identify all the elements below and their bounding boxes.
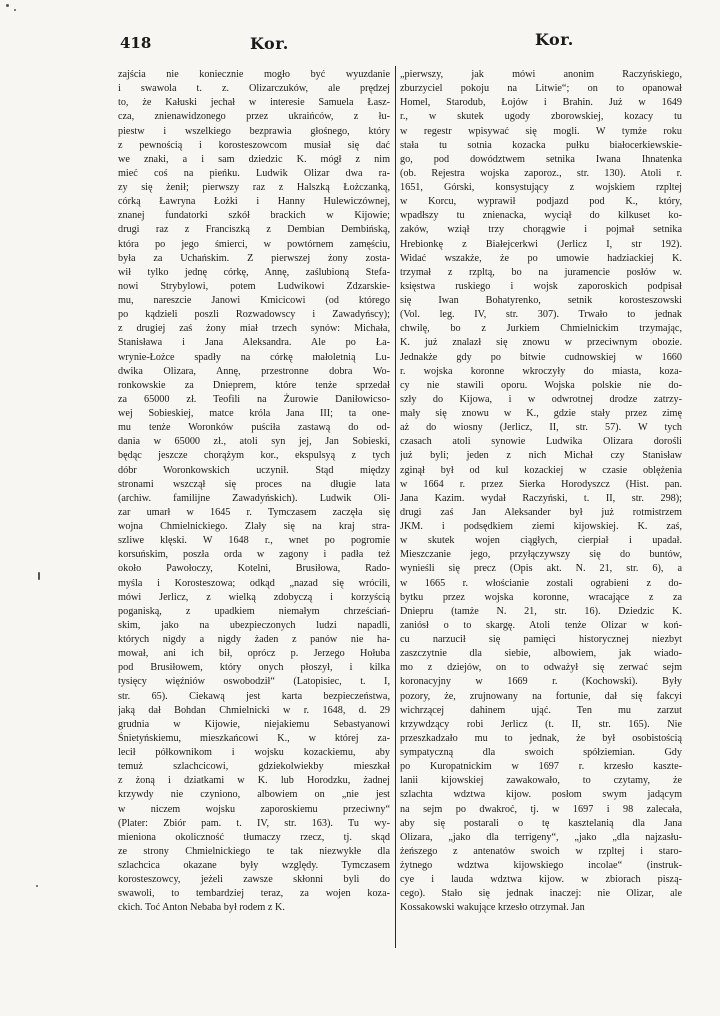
text-line: cu narzucił się pamięci historycznej niezbyt [400, 634, 682, 645]
text-line: stronami wszczął się proces na długie lata [118, 478, 390, 490]
text-line: ronkowskie za Dnieprem, które tenże sprzedał [118, 379, 390, 391]
text-line: za 65000 zł. Teofili na Żurowie Daniłowicso- [118, 393, 390, 405]
text-line: krzywdy nie czyniono, albowiem on „nie jest [118, 789, 390, 801]
text-line: żeńszego z antenatów swoich w rzpltej i staro- [400, 845, 682, 857]
text-line: szlachcica okazane były względy. Tymczasem [118, 860, 390, 871]
ink-speck [36, 885, 38, 887]
text-line: lanii kijowskiej zawakowało, to czytamy, że [400, 775, 682, 787]
text-line: była za Uchańskim. Z pierwszej żony zosta- [118, 252, 390, 264]
text-line: dóbr Woronkowskich uczynił. Stąd między [118, 464, 390, 476]
text-line: z żoną i dziatkami w K. lub Horodzku, żadnej [118, 775, 390, 787]
text-line: Śnietyńskiemu, mieszkańcowi K., w której za- [118, 732, 390, 744]
text-line: wej Sobieskiej, matce króla Jana III; ta one- [118, 408, 390, 419]
text-line: drugi zaś Jan Aleksander był już rotmistrzem [400, 506, 682, 518]
text-line: jaką dał Bohdan Chmielnicki w r. 1648, d. 29 [118, 704, 390, 716]
text-line: czasach atoli synowie Ludwika Olizara dorośli [400, 436, 682, 448]
text-line: będąc jeszcze chorążym kor., ekspulsyą z tych [118, 450, 390, 462]
text-line: aż do wiosny (Jerlicz, II, str. 57). W tych [400, 422, 682, 434]
text-line: z pewnością i korosteszowcom musiał się dać [118, 139, 390, 151]
text-line: mu, nareszcie Janowi Kmicicowi (od którego [118, 295, 390, 306]
text-line: wichrzącej dahinem ująć. Ten mu zarzut [400, 704, 682, 716]
text-line: lecił półkownikom i wojsku kozackiemu, aby [118, 747, 390, 758]
text-line: Homel, Starodub, Łojów i Brahin. Już w 1649 [400, 97, 682, 109]
text-line: chwilę, bo z Jurkiem Chmielnickim trzymając, [400, 323, 682, 335]
text-line: skim, jako na ubezpieczonych ludzi napadli, [118, 619, 390, 631]
text-line: mały się znowu w K., gdzie stały przez zimę [400, 408, 682, 419]
text-line: w niczem wojsku zaporoskiemu przeciwny“ [118, 803, 390, 815]
text-line: około Pawołoczy, Kotelni, Brusiłowa, Rado- [118, 563, 390, 575]
text-line: aby się postarali o tę kasztelanią dla Jana [400, 817, 682, 829]
text-line: cy nie stawili oporu. Wojska polskie nie do- [400, 379, 682, 391]
text-line: stała tu sotnia kozacka pułku białocerkiewskie- [400, 139, 682, 151]
text-line: (archiw. familijne Zawadyńskich). Ludwik Oli- [118, 492, 390, 504]
text-line: księstwa ruskiego i wojsk zaporoskich podpisał [400, 280, 682, 292]
text-line: wpadłszy tu znienacka, wyciął do kilkuset ko- [400, 210, 682, 222]
text-line: wojna Chmielnickiego. Zlały się na kraj stra- [118, 521, 390, 532]
text-line: mieć coś na pieńku. Ludwik Olizar dwa ra- [118, 167, 390, 179]
text-line: tysięcy więźniów oswobodził“ (Latopisiec, t. I, [118, 676, 390, 688]
text-line: nowi Strybylowi, potem Ludwikowi Zdzarskie- [118, 280, 390, 292]
text-line: żytnego wdztwa kijowskiego incolae“ (instruk- [400, 860, 682, 871]
text-line: mował, ani ich bił, oprócz p. Jerzego Hołuba [118, 648, 390, 660]
text-line: Widać wszakże, że po umowie hadziackiej K. [400, 252, 682, 264]
text-line: szliwe klęski. W 1648 r., wnet po pogromie [118, 535, 390, 547]
text-line: swawoli, to tembardziej teraz, za wojen koza- [118, 888, 390, 900]
text-line: się Iwan Bohatyrenko, setnik korosteszowski [400, 295, 682, 306]
text-line: „pierwszy, jak mówi anonim Raczyńskiego, [400, 69, 682, 80]
text-line: zaniósł o to skargę. Atoli tenże Olizar w koń- [400, 619, 682, 631]
text-line: zaszczytnie dla siebie, albowiem, jak wiado- [400, 648, 682, 660]
text-line: to, że Kałuski jechał w interesie Samuela Łasz- [118, 97, 390, 109]
text-line: zy się żenił; pierwszy raz z Halszką Łożczanką, [118, 182, 390, 193]
ink-speck [38, 572, 40, 580]
page-number: 418 [120, 34, 152, 52]
text-line: po Kuropatnickim w 1697 r. krzesło kaszte- [400, 761, 682, 773]
text-line: znanej fundatorki szkół brackich w Kijowie; [118, 210, 390, 222]
text-line: Stanisława i Jana Aleksandra. Ale po Ła- [118, 337, 390, 349]
text-line: dania w 65000 zł., atoli syn jej, Jan Sobieski, [118, 436, 390, 448]
text-line: Jana Kazim. wydał Raczyński, t. II, str. 298); [400, 492, 682, 504]
left-column [118, 68, 390, 948]
right-column [400, 68, 682, 948]
text-line: str. 65). Ciekawą jest karta bezpieczeństwa, [118, 690, 390, 702]
text-line: temuż szlachcicowi, gdziekolwiekby mieszkał [118, 761, 390, 773]
text-line: Hrebionkę z Białejcerkwi (Jerlicz I, str 192). [400, 238, 682, 250]
text-line: wrynie-Łożce spadły na córkę małoletnią Lu- [118, 351, 390, 363]
text-line: cego). Stało się jednak inaczej: nie Olizar, ale [400, 888, 682, 900]
text-line: zajścia nie koniecznie mogło być wyuzdanie [118, 69, 390, 80]
text-line: córką Ławryna Łożki i Hanny Hulewiczównej, [118, 196, 390, 208]
text-line: go, pod dowództwem setnika Iwana Ihnatenka [400, 153, 682, 165]
text-line: wynieśli się precz (Opis akt. N. 21, str. 6), a [400, 563, 682, 575]
ink-speck [6, 4, 9, 7]
text-line: Mieszczanie jego, przyłączywszy się do buntów, [400, 549, 682, 561]
text-line: pod Brusiłowem, który onych płoszył, i kilka [118, 662, 390, 674]
headword-left: Kor. [250, 34, 289, 53]
text-line: we znaki, a i sam dziedzic K. mógł z nim [118, 153, 390, 165]
text-line: przeszkadzało mu to jednak, że był osobistością [400, 732, 682, 744]
text-line: JKM. i podsędkiem ziemi kijowskiej. K. zaś, [400, 521, 682, 532]
text-line: krzywdzący robi Jerlicz (t. II, str. 165). Nie [400, 718, 682, 730]
column-divider [395, 66, 396, 948]
text-line: których nigdy a nigdy żaden z panów nie ha- [118, 634, 390, 645]
text-line: w 1665 r. włościanie zostali ograbieni z do- [400, 577, 682, 589]
text-line: dwika Olizara, Annę, przestronne dobra Wo- [118, 365, 390, 377]
text-line: szlachta wdztwa kijow. posłom swym jadącym [400, 789, 682, 801]
text-line: na sejm po dwakroć, tj. w 1697 i 98 zalecała, [400, 803, 682, 815]
text-line: bytku przez wojska koronne, wracające z za [400, 591, 682, 603]
text-line: w Korcu, wyprawił podjazd pod K., który, [400, 196, 682, 208]
text-line: sympatyczną dla swoich spółziemian. Gdy [400, 747, 682, 758]
text-line: i swawola t. z. Olizarczuków, ale prędzej [118, 83, 390, 95]
text-line: mówi Jerlicz, z wielką zdobyczą i korzyścią [118, 591, 390, 603]
text-line: trzymał z rzpltą, bo na juramencie posłów w. [400, 266, 682, 278]
text-line: r., w skutek ugody zborowskiej, kozacy tu [400, 111, 682, 123]
text-line: korosteszowcy, jeżeli zawsze skłonni byli do [118, 874, 390, 886]
text-line: koronacyjny w 1669 r. (Kochowski). Były [400, 676, 682, 688]
text-line: zaków, wziął trzy chorągwie i pojmał setnika [400, 224, 682, 236]
text-line: (Vol. leg. IV, str. 307). Trwało to jednak [400, 309, 682, 321]
text-line: mu tenże Woronków puściła zastawą do od- [118, 422, 390, 434]
text-line: Olizara, „jako dla terrigeny“, „jako „dla najzasłu- [400, 831, 682, 843]
text-line: szły do Kijowa, i w odwrotnej drodze zatrzy- [400, 393, 682, 405]
text-line: ckich. Toć Anton Nebaba był rodem z K. [118, 902, 285, 914]
text-line: korsuńskim, poszła orda w zagony i padła też [118, 549, 390, 561]
text-line: po kądzieli poszli Rozwadowscy i Zawadyńscy); [118, 309, 390, 321]
text-line: grudnia w Kijowie, niejakiemu Sebastyanowi [118, 718, 390, 730]
text-line: (ob. Rejestra wojska zaporoz., str. 130). Atoli r. [400, 167, 682, 179]
text-line: z drugiej zaś żony miał trzech synów: Michała, [118, 323, 390, 335]
text-line: Dniepru (tamże N. 21, str. 16). Dziedzic K. [400, 605, 682, 617]
text-line: w skutek wojen ciągłych, cierpiał i upadał. [400, 535, 682, 547]
text-line: w regestr wpisywać się mogli. W tymże roku [400, 125, 682, 137]
text-line: cye i lauda wdztwa kijow. w zbiorach piszą- [400, 874, 682, 886]
text-line: K. już znalazł się znowu w przeciwnym obozie. [400, 337, 682, 349]
text-line: mo z dziejów, on to odważył się zerwać sejm [400, 662, 682, 674]
text-line: drugi raz z Franciszką z Dembian Dembińską, [118, 224, 390, 236]
text-line: cza, znienawidzonego przez ukraińców, z łu- [118, 111, 390, 123]
text-line: (Plater: Zbiór pam. t. IV, str. 163). Tu wy- [118, 817, 390, 829]
text-line: w 1664 r. przez Sierka Horodyszcz (Hist. pan. [400, 478, 682, 490]
text-line: wił tylko jednę córkę, Annę, zaślubioną Stefa- [118, 266, 390, 278]
text-line: która po jego śmierci, w powtórnem zamęściu, [118, 238, 390, 250]
text-line: 1651, Górski, konsystujący z wojskiem rzpltej [400, 182, 682, 193]
ink-speck [14, 9, 16, 11]
text-line: myśla i Korosteszowa; odkąd „nazad się wrócili, [118, 577, 390, 589]
text-line: zginął był od kul kozackiej w czasie oblężenia [400, 464, 682, 476]
text-line: pozory, że, zrujnowany na fortunie, dał się fakcyi [400, 690, 682, 702]
text-line: Kossakowski wakujące krzesło otrzymał. Jan [400, 902, 585, 914]
text-line: zar umarł w 1645 r. Tymczasem zaczęła się [118, 506, 390, 518]
text-line: Jednakże gdy po bitwie cudnowskiej w 1660 [400, 351, 682, 363]
running-header [0, 30, 720, 58]
text-line: mieniona okoliczność tłumaczy rzecz, tj. skąd [118, 831, 390, 843]
text-line: poganiską, z upadkiem niemałym chrześciań- [118, 605, 390, 617]
text-line: r. wojska koronne wkroczyły do miasta, koza- [400, 365, 682, 377]
text-line: zburzyciel pokoju na Litwie“; on to opanował [400, 83, 682, 95]
text-line: ze strony Chmielnickiego te tak niezwykłe dla [118, 845, 390, 857]
headword-right: Kor. [535, 30, 574, 49]
text-line: już byli; jeden z nich Michał czy Stanisław [400, 450, 682, 462]
text-line: piestw i wszelkiego bezprawia głośnego, który [118, 125, 390, 137]
